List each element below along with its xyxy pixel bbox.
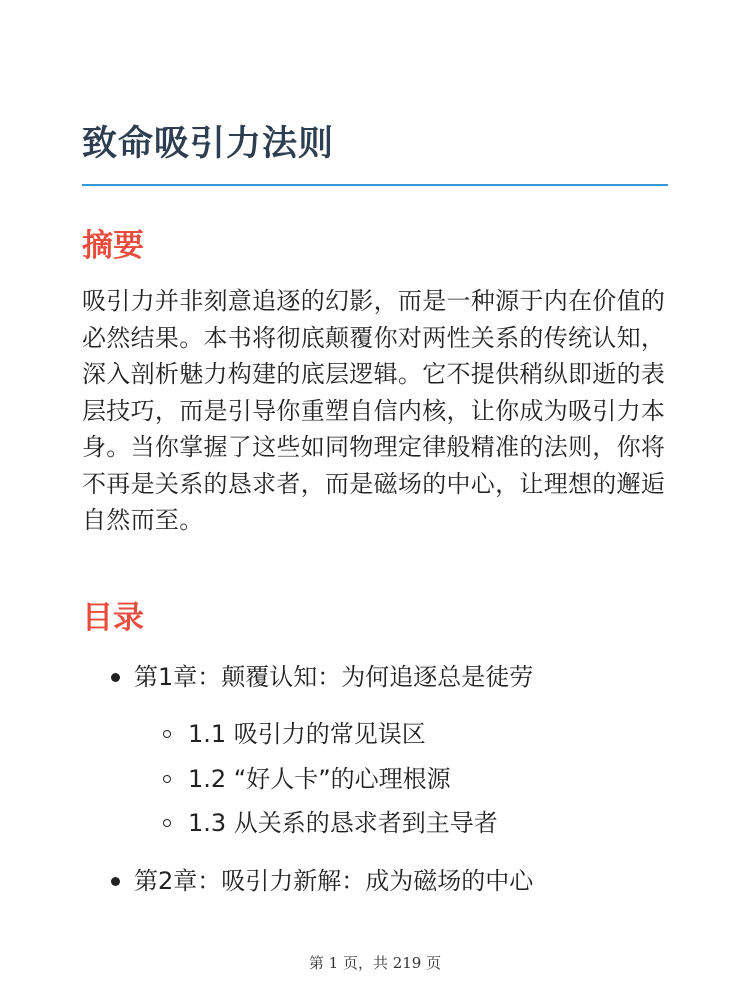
bullet-disc-icon — [111, 673, 120, 682]
bullet-circle-icon — [163, 730, 171, 738]
toc-chapter-1[interactable]: 第1章：颠覆认知：为何追逐总是徒劳 — [134, 663, 534, 691]
abstract-heading: 摘要 — [82, 228, 144, 264]
abstract-paragraph: 吸引力并非刻意追逐的幻影，而是一种源于内在价值的必然结果。本书将彻底颠覆你对两性关系的传统认知，深入剖析魅力构建的底层逻辑。它不提供稍纵即逝的表层技巧，而是引导你重塑自信内核，让你成为吸引力本身。当你掌握了这些如同物理定律般精准的法则，你将不再是关系的恳求者，而是磁场的中心，让理想的邂逅自然而至。 — [82, 287, 666, 534]
toc-section-1-1[interactable]: 1.1 吸引力的常见误区 — [188, 720, 426, 748]
bullet-circle-icon — [163, 775, 171, 783]
page-footer: 第 1 页，共 219 页 — [308, 954, 442, 972]
document-title: 致命吸引力法则 — [82, 124, 335, 164]
title-divider — [82, 184, 668, 186]
toc-heading: 目录 — [82, 600, 144, 636]
toc-chapter-2[interactable]: 第2章：吸引力新解：成为磁场的中心 — [134, 867, 534, 895]
bullet-disc-icon — [111, 877, 120, 886]
bullet-circle-icon — [163, 819, 171, 827]
toc-section-1-2[interactable]: 1.2 “好人卡”的心理根源 — [188, 765, 451, 793]
toc-section-1-3[interactable]: 1.3 从关系的恳求者到主导者 — [188, 809, 498, 837]
